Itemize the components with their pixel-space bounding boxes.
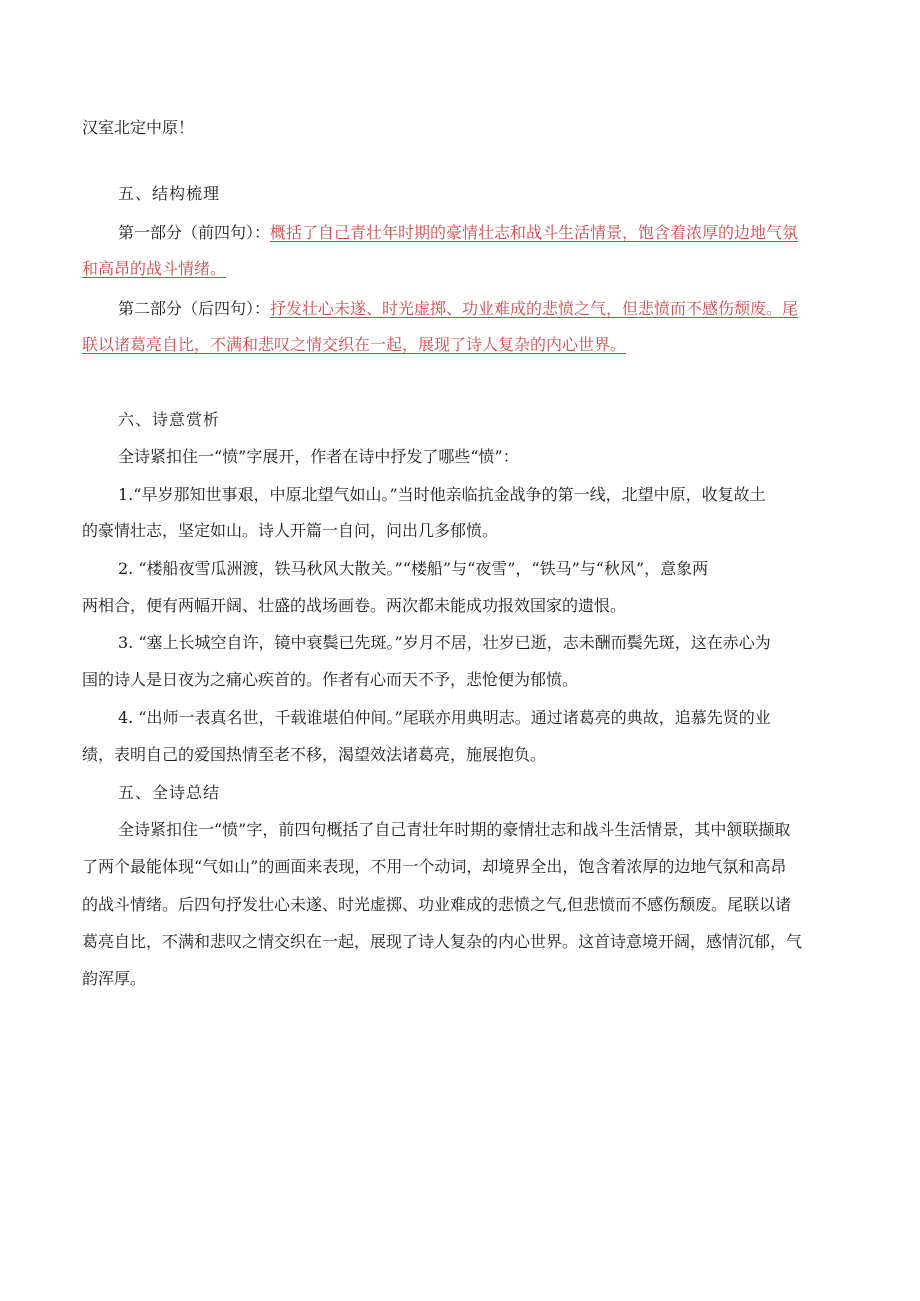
part1-summary-b: 和高昂的战斗情绪。	[82, 259, 227, 278]
part1-label: 第一部分（前四句）：	[118, 223, 271, 242]
part2-label: 第二部分（后四句）：	[118, 299, 271, 318]
structure-part2-line2	[82, 335, 626, 355]
appreciation-item-3-line1: 3. “塞上长城空自许，镜中衰鬓已先斑。”岁月不居，壮岁已逝，志未酬而鬓先斑，这在赤心为	[118, 633, 771, 652]
part2-summary-a: 抒发壮心未遂、时光虚掷、功业难成的悲愤之气，但悲愤而不感伤颓废。尾	[270, 299, 799, 318]
part1-summary-a: 概括了自己青壮年时期的豪情壮志和战斗生活情景，饱含着浓厚的边地气氛	[270, 223, 799, 242]
summary-line-2: 了两个最能体现“气如山”的画面来表现，不用一个动词，却境界全出，饱含着浓厚的边地气氛和高昂	[82, 857, 787, 876]
structure-part2-line1	[118, 299, 798, 319]
appreciation-item-1-line1: 1.“早岁那知世事艰，中原北望气如山。”当时他亲临抗金战争的第一线，北望中原，收复故土	[118, 485, 766, 504]
summary-line-1: 全诗紧扣住一“愤”字，前四句概括了自己青壮年时期的豪情壮志和战斗生活情景，其中颔联撷取	[118, 820, 791, 839]
appreciation-item-2-line1: 2. “楼船夜雪瓜洲渡，铁马秋风大散关。”“楼船”与“夜雪”，“铁马”与“秋风”，意象两	[118, 559, 709, 578]
summary-line-5: 韵浑厚。	[82, 969, 147, 988]
appreciation-item-4-line1: 4. “出师一表真名世，千载谁堪伯仲间。”尾联亦用典明志。通过诸葛亮的典故，追慕先贤的业	[118, 708, 771, 727]
summary-line-4: 葛亮自比，不满和悲叹之情交织在一起，展现了诗人复杂的内心世界。这首诗意境开阔，感情沉郁，气	[82, 932, 803, 951]
structure-heading: 五、结构梳理	[118, 184, 221, 203]
continued-text: 汉室北定中原！	[82, 118, 195, 137]
appreciation-item-4-line2: 绩，表明自己的爱国热情至老不移，渴望效法诸葛亮，施展抱负。	[82, 745, 547, 764]
appreciation-item-2-line2: 两相合，便有两幅开阔、壮盛的战场画卷。两次都未能成功报效国家的遗恨。	[82, 596, 627, 615]
appreciation-item-1-line2: 的豪情壮志，坚定如山。诗人开篇一自问，问出几多郁愤。	[82, 521, 499, 540]
summary-heading: 五、全诗总结	[118, 783, 221, 802]
appreciation-item-3-line2: 国的诗人是日夜为之痛心疾首的。作者有心而天不予，悲怆便为郁愤。	[82, 670, 579, 689]
structure-part1-line1	[118, 223, 798, 243]
appreciation-intro: 全诗紧扣住一“愤”字展开，作者在诗中抒发了哪些“愤”：	[118, 447, 519, 466]
part2-summary-b: 联以诸葛亮自比，不满和悲叹之情交织在一起，展现了诗人复杂的内心世界。	[82, 335, 627, 354]
summary-line-3: 的战斗情绪。后四句抒发壮心未遂、时光虚掷、功业难成的悲愤之气,但悲愤而不感伤颓废。尾联以诸	[82, 895, 792, 914]
structure-part1-line2	[82, 259, 226, 279]
appreciation-heading: 六、诗意赏析	[118, 410, 221, 429]
